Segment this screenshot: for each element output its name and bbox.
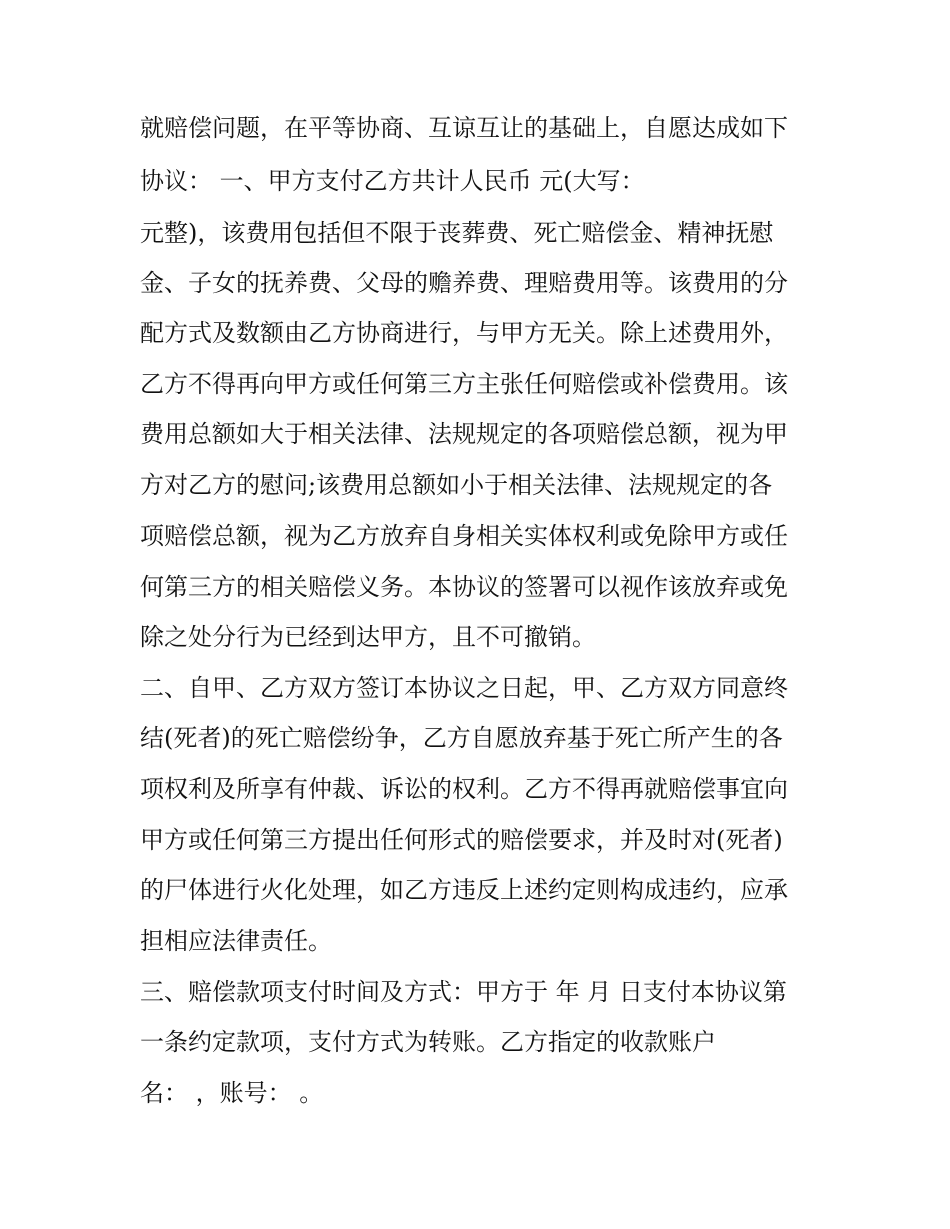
text-line: 的尸体进行火化处理，如乙方违反上述约定则构成违约，应承 bbox=[140, 876, 788, 904]
text-line: 费用总额如大于相关法律、法规规定的各项赔偿总额，视为甲 bbox=[140, 420, 788, 448]
text-line: 担相应法律责任。 bbox=[140, 927, 332, 955]
text-line: 方对乙方的慰问;该费用总额如小于相关法律、法规规定的各 bbox=[140, 471, 773, 499]
text-line: 配方式及数额由乙方协商进行，与甲方无关。除上述费用外， bbox=[140, 319, 788, 347]
text-line: 项权利及所享有仲裁、诉讼的权利。乙方不得再就赔偿事宜向 bbox=[140, 775, 788, 803]
text-line: 乙方不得再向甲方或任何第三方主张任何赔偿或补偿费用。该 bbox=[140, 370, 788, 398]
text-line: 名： ，账号： 。 bbox=[140, 1079, 324, 1107]
text-line: 三、赔偿款项支付时间及方式：甲方于 年 月 日支付本协议第 bbox=[140, 978, 787, 1006]
text-line: 结(死者)的死亡赔偿纷争，乙方自愿放弃基于死亡所产生的各 bbox=[140, 724, 783, 752]
text-line: 就赔偿问题，在平等协商、互谅互让的基础上，自愿达成如下 bbox=[140, 114, 788, 142]
text-line: 项赔偿总额，视为乙方放弃自身相关实体权利或免除甲方或任 bbox=[140, 522, 788, 550]
text-line: 协议： 一、甲方支付乙方共计人民币 元(大写： bbox=[140, 167, 645, 195]
text-line: 金、子女的抚养费、父母的赡养费、理赔费用等。该费用的分 bbox=[140, 269, 788, 297]
text-line: 除之处分行为已经到达甲方，且不可撤销。 bbox=[140, 623, 596, 651]
text-line: 二、自甲、乙方双方签订本协议之日起，甲、乙方双方同意终 bbox=[140, 674, 788, 702]
text-line: 何第三方的相关赔偿义务。本协议的签署可以视作该放弃或免 bbox=[140, 573, 788, 601]
text-line: 甲方或任何第三方提出任何形式的赔偿要求，并及时对(死者) bbox=[140, 826, 783, 854]
text-line: 元整)，该费用包括但不限于丧葬费、死亡赔偿金、精神抚慰 bbox=[140, 219, 774, 247]
text-line: 一条约定款项，支付方式为转账。乙方指定的收款账户 bbox=[140, 1028, 716, 1056]
